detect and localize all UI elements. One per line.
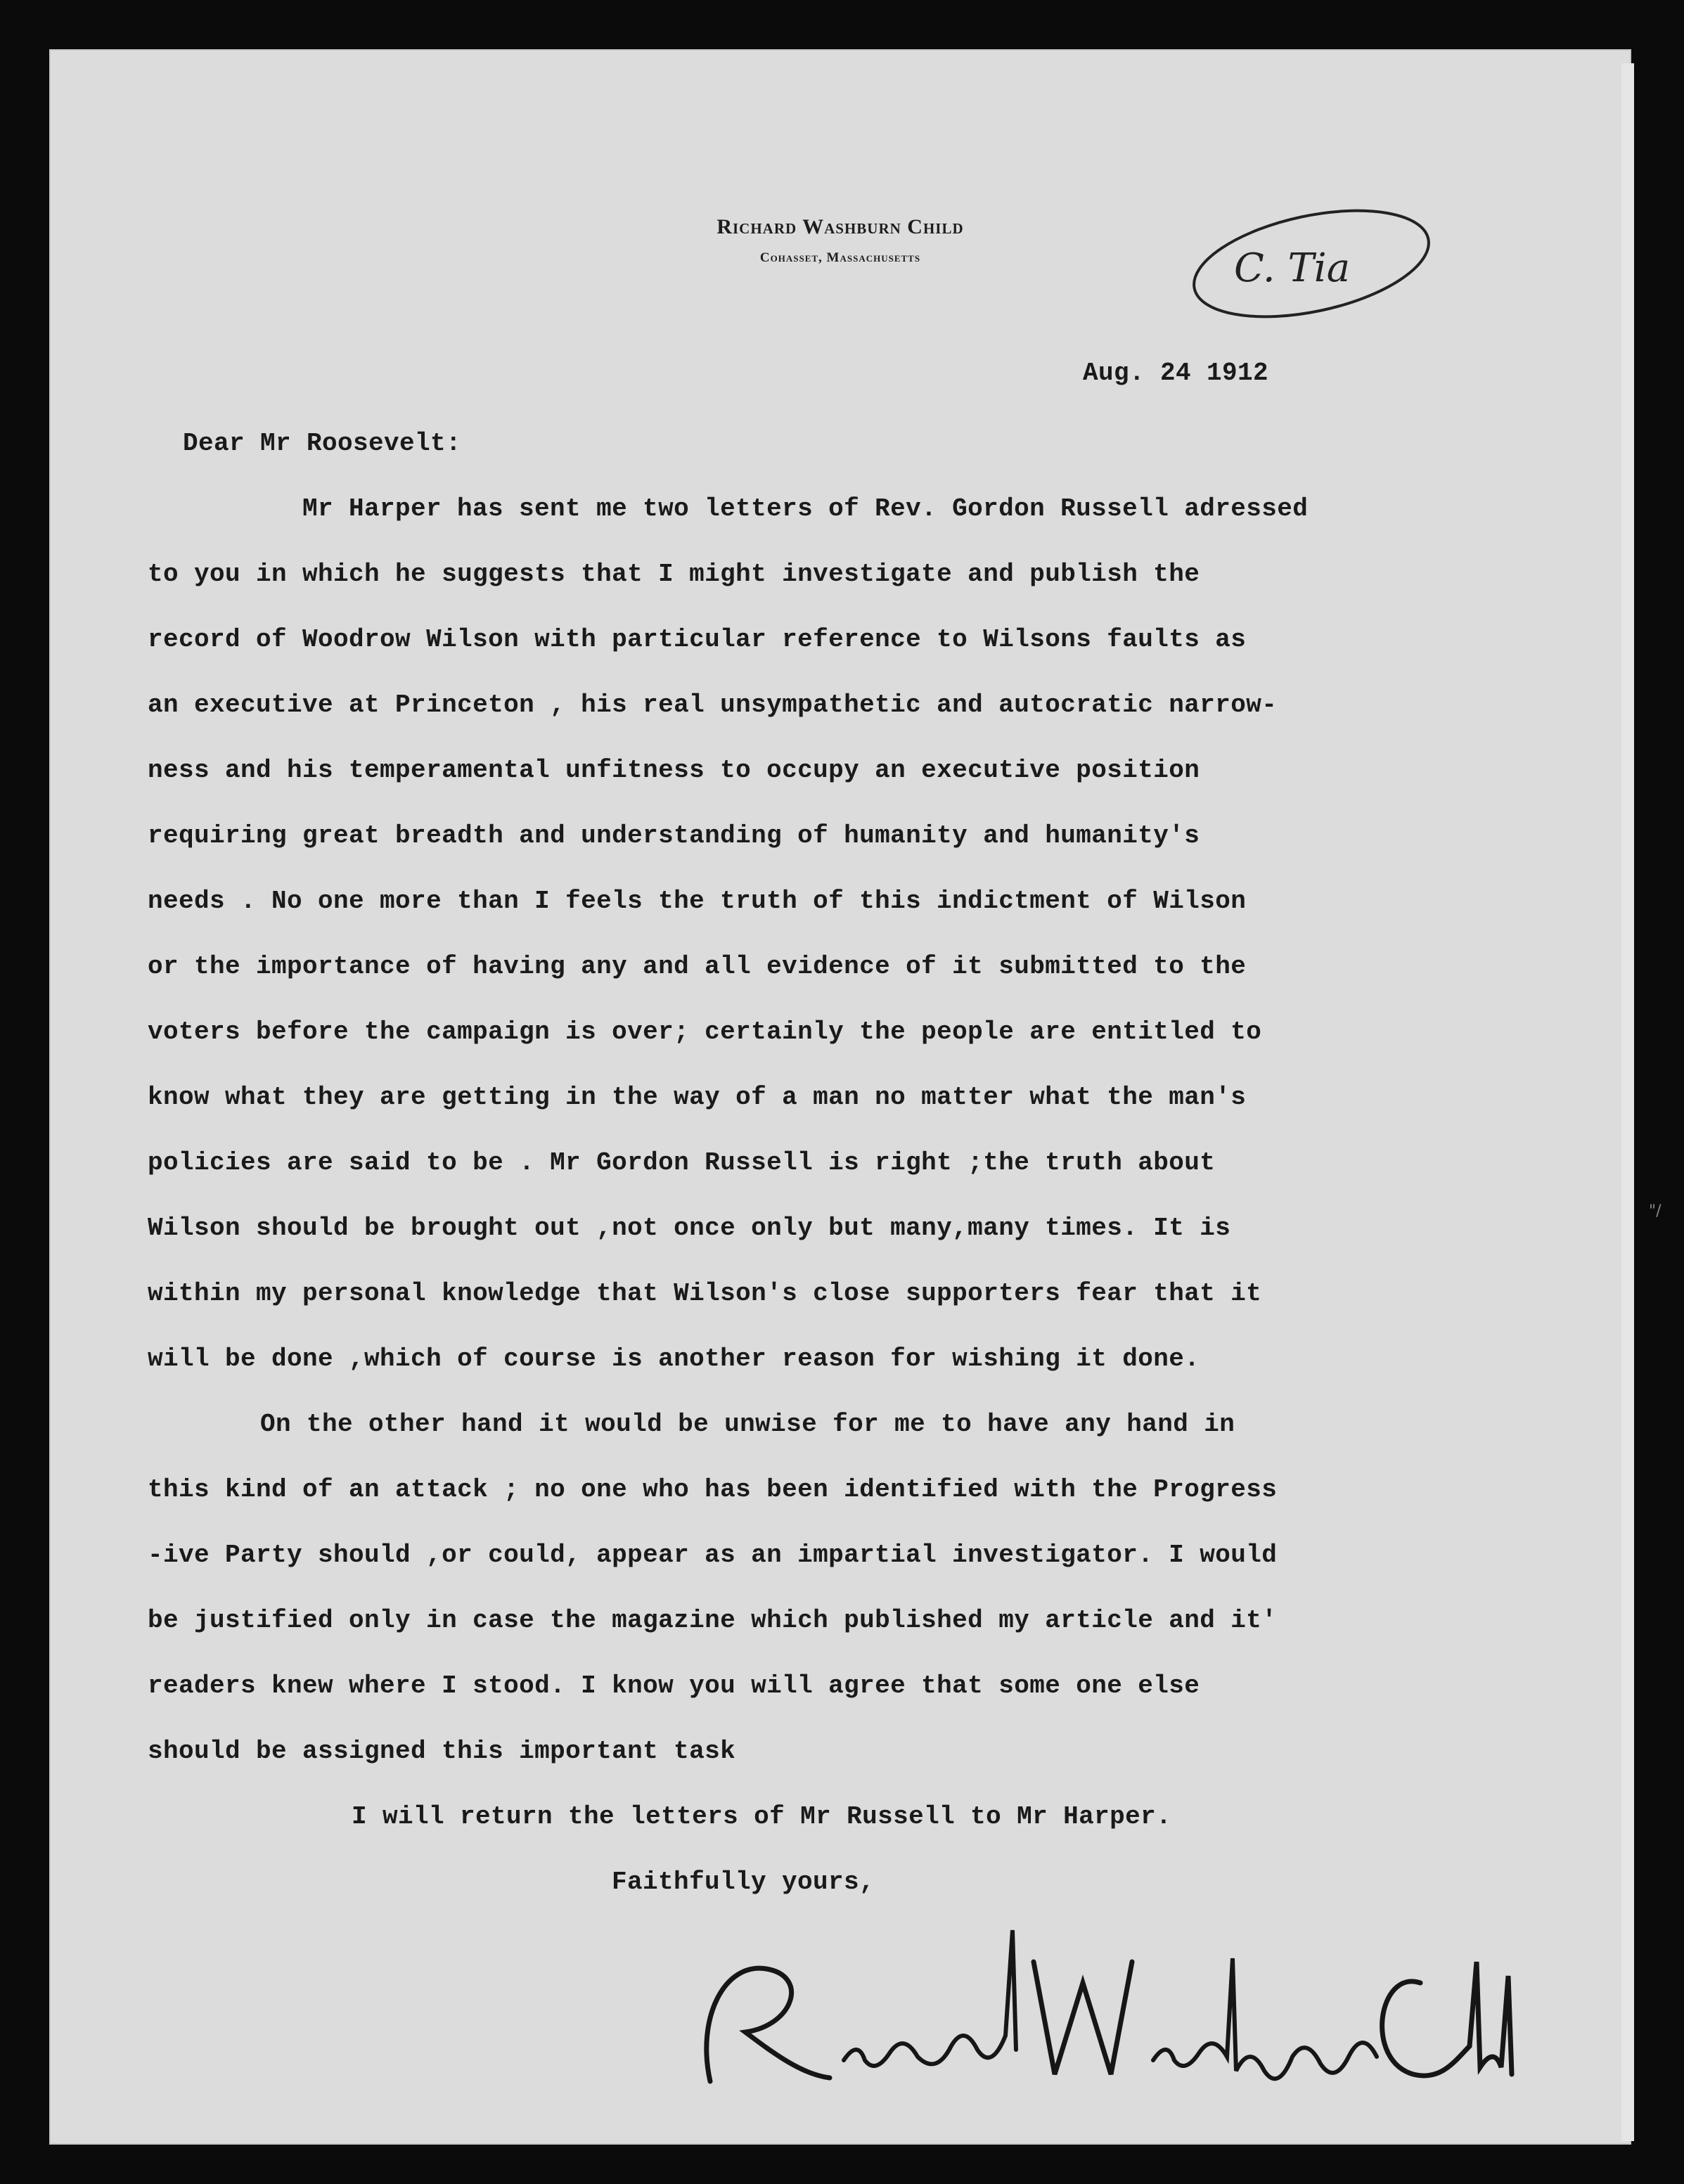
closing-line: I will return the letters of Mr Russell to Mr Harper. <box>352 1802 1172 1831</box>
body-line: Wilson should be brought out ,not once only but many,many times. It is <box>148 1214 1231 1242</box>
salutation: Dear Mr Roosevelt: <box>183 429 462 458</box>
body-line: record of Woodrow Wilson with particular reference to Wilsons faults as <box>148 625 1247 654</box>
handwritten-annotation <box>1167 190 1448 338</box>
letter-date: Aug. 24 1912 <box>1083 359 1269 387</box>
body-line: voters before the campaign is over; certainly the people are entitled to <box>148 1017 1262 1046</box>
body-line: needs . No one more than I feels the truth of this indictment of Wilson <box>148 887 1247 916</box>
body-line: -ive Party should ,or could, appear as an impartial investigator. I would <box>148 1541 1278 1569</box>
body-line: this kind of an attack ; no one who has been identified with the Progress <box>148 1475 1278 1504</box>
body-line: should be assigned this important task <box>148 1737 736 1766</box>
body-line: know what they are getting in the way of a man no matter what the man's <box>148 1083 1247 1112</box>
body-line: Mr Harper has sent me two letters of Rev. Gordon Russell adressed <box>302 494 1309 523</box>
annotation-text: C. Tia <box>1234 245 1351 291</box>
letter-page <box>49 49 1631 2145</box>
body-line: an executive at Princeton , his real unsympathetic and autocratic narrow- <box>148 690 1278 719</box>
page-edge <box>1621 63 1634 2141</box>
body-line: policies are said to be . Mr Gordon Russell is right ;the truth about <box>148 1148 1216 1177</box>
body-line: readers knew where I stood. I know you will agree that some one else <box>148 1671 1200 1700</box>
body-line: or the importance of having any and all evidence of it submitted to the <box>148 952 1247 981</box>
body-line: to you in which he suggests that I might investigate and publish the <box>148 560 1200 589</box>
body-line: within my personal knowledge that Wilson's close supporters fear that it <box>148 1279 1262 1308</box>
body-line: will be done ,which of course is another reason for wishing it done. <box>148 1344 1200 1373</box>
body-line: On the other hand it would be unwise for me to have any hand in <box>260 1410 1235 1439</box>
margin-mark: "/ <box>1649 1202 1661 1220</box>
body-line: requiring great breadth and understanding of humanity and humanity's <box>148 821 1200 850</box>
complimentary-close: Faithfully yours, <box>612 1868 875 1896</box>
body-line: ness and his temperamental unfitness to occupy an executive position <box>148 756 1200 785</box>
body-line: be justified only in case the magazine which published my article and it' <box>148 1606 1278 1635</box>
letterhead-name: Richard Washburn Child <box>716 215 964 238</box>
handwritten-signature <box>668 1920 1526 2102</box>
letterhead-place: Cohasset, Massachusetts <box>759 250 921 265</box>
